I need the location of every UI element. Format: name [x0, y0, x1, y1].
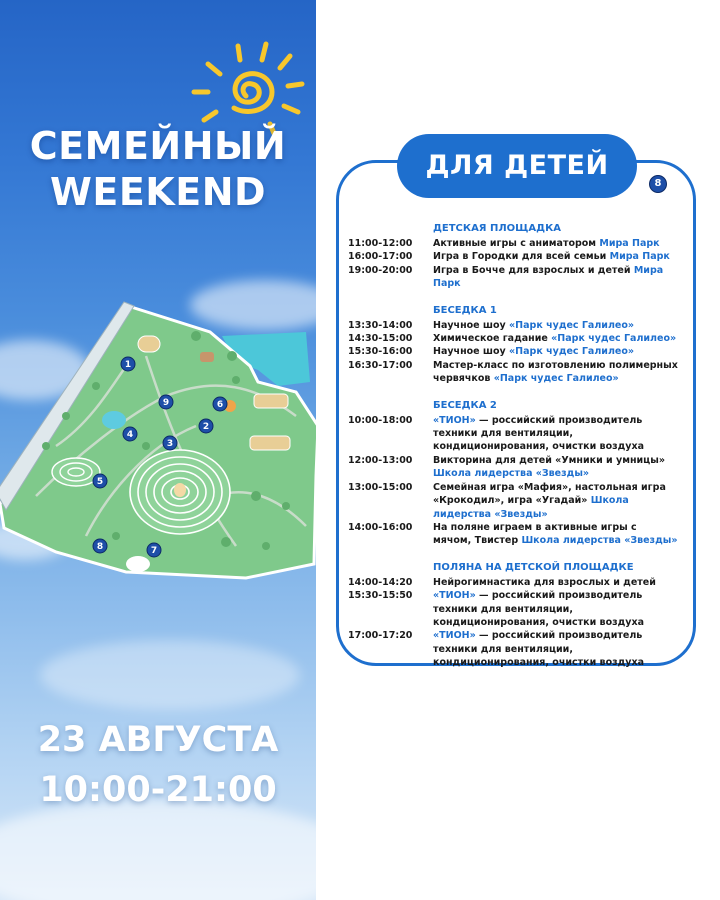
event-time: 10:00-21:00: [39, 770, 277, 810]
row-text: Нейрогимнастика для взрослых и детей: [433, 576, 656, 588]
row-text: Химическое гадание: [433, 333, 552, 345]
row-description: [433, 359, 678, 386]
schedule-row: [348, 345, 678, 358]
building: [254, 394, 288, 408]
schedule-row: [348, 589, 678, 629]
event-title-line2: WEEKEND: [49, 170, 267, 214]
section-title: ПОЛЯНА НА ДЕТСКОЙ ПЛОЩАДКЕ: [433, 561, 634, 573]
row-time: 14:00-16:00: [348, 521, 413, 533]
dome: [126, 556, 150, 572]
schedule-row: [348, 359, 678, 386]
map-marker-4[interactable]: [123, 427, 137, 441]
map-marker-1[interactable]: [121, 357, 135, 371]
row-description: [433, 319, 678, 332]
svg-text:2: 2: [202, 422, 210, 432]
row-organizer: Мира Парк: [433, 264, 664, 290]
building: [138, 336, 160, 352]
row-text-after: — российский производитель техники для вентиляции, кондиционирования, очистки воздуха: [433, 414, 645, 453]
svg-text:4: 4: [126, 430, 134, 440]
row-text: Научное шоу: [433, 346, 510, 358]
map-marker-8[interactable]: [93, 539, 107, 553]
row-organizer: Школа лидерства «Звезды»: [433, 495, 629, 520]
schedule-section: [348, 304, 678, 386]
row-time: 11:00-12:00: [348, 238, 413, 249]
row-time: 13:30-14:00: [348, 319, 413, 331]
row-description: [433, 629, 678, 669]
svg-text:7: 7: [150, 546, 158, 556]
park-map: [0, 296, 316, 586]
row-organizer: «Парк чудес Галилео»: [551, 333, 677, 345]
location-badge: 8: [649, 175, 667, 193]
map-marker-7[interactable]: [147, 543, 161, 557]
schedule-section: [348, 222, 678, 291]
schedule-row: [348, 237, 678, 250]
map-marker-6[interactable]: [213, 397, 227, 411]
map-marker-5[interactable]: [93, 474, 107, 488]
row-time: 13:00-15:00: [348, 481, 413, 493]
row-organizer: Мира Парк: [599, 238, 660, 249]
schedule-row: [348, 521, 678, 548]
schedule-row: [348, 576, 678, 589]
row-text: Мастер-класс по изготовлению полимерных червячков: [433, 359, 678, 385]
row-text-after: — российский производитель техники для вентиляции, кондиционирования, очистки воздуха: [433, 590, 645, 628]
pond: [102, 411, 126, 429]
event-title-line1: СЕМЕЙНЫЙ: [29, 124, 287, 168]
row-description: [433, 345, 678, 358]
schedule-row: [348, 319, 678, 332]
schedule-section: [348, 399, 678, 548]
row-text: Игра в Городки для всей семьи: [433, 251, 610, 263]
cloud: [0, 800, 316, 900]
row-organizer: «ТИОН»: [433, 414, 476, 426]
schedule-row: [348, 264, 678, 291]
schedule-section: [348, 561, 678, 670]
row-organizer: «Парк чудес Галилео»: [509, 346, 635, 358]
svg-text:5: 5: [96, 477, 104, 487]
map-marker-3[interactable]: [163, 436, 177, 450]
building: [250, 436, 290, 450]
section-title: ДЕТСКАЯ ПЛОЩАДКА: [433, 223, 561, 234]
row-organizer: Школа лидерства «Звезды»: [521, 535, 678, 547]
row-description: [433, 454, 678, 481]
svg-text:1: 1: [124, 360, 132, 370]
schedule-row: [348, 332, 678, 345]
row-organizer: Школа лидерства «Звезды»: [433, 468, 590, 480]
row-organizer: «Парк чудес Галилео»: [509, 319, 635, 331]
schedule-row: [348, 250, 678, 263]
row-time: 15:30-15:50: [348, 590, 413, 602]
event-date: 23 АВГУСТА: [37, 720, 279, 760]
row-time: 16:30-17:00: [348, 359, 413, 371]
row-text: Активные игры с аниматором: [433, 238, 600, 249]
row-text: Семейная игра «Мафия», настольная игра «Крокодил», игра «Угадай»: [433, 481, 666, 507]
row-organizer: Мира Парк: [609, 251, 670, 263]
map-marker-9[interactable]: [159, 395, 173, 409]
svg-text:6: 6: [216, 400, 224, 410]
row-time: 14:30-15:00: [348, 333, 413, 345]
svg-text:9: 9: [162, 398, 170, 408]
building: [200, 352, 214, 362]
schedule-row: [348, 454, 678, 481]
row-organizer: «Парк чудес Галилео»: [493, 373, 619, 385]
row-time: 17:00-17:20: [348, 630, 413, 642]
svg-text:3: 3: [166, 439, 174, 449]
row-time: 14:00-14:20: [348, 576, 413, 588]
row-description: [433, 264, 678, 291]
svg-text:8: 8: [96, 542, 104, 552]
row-description: [433, 237, 678, 250]
row-description: [433, 481, 678, 521]
row-organizer: «ТИОН»: [433, 630, 476, 642]
map-marker-2[interactable]: [199, 419, 213, 433]
cloud: [40, 640, 300, 710]
row-time: 16:00-17:00: [348, 251, 413, 263]
row-text: Научное шоу: [433, 319, 510, 331]
row-description: [433, 250, 678, 263]
row-description: [433, 576, 678, 589]
row-text: На поляне играем в активные игры с мячом, Твистер: [433, 521, 637, 547]
section-title: БЕСЕДКА 2: [433, 399, 497, 411]
section-title: БЕСЕДКА 1: [433, 304, 497, 316]
row-time: 10:00-18:00: [348, 414, 413, 426]
row-time: 15:30-16:00: [348, 346, 413, 358]
schedule-row: [348, 629, 678, 669]
row-text: Игра в Бочче для взрослых и детей: [433, 264, 634, 276]
schedule-list: [348, 222, 678, 683]
row-description: [433, 589, 678, 629]
schedule-heading: ДЛЯ ДЕТЕЙ: [397, 134, 637, 198]
row-time: 12:00-13:00: [348, 454, 413, 466]
labyrinth-center: [174, 483, 186, 497]
row-time: 19:00-20:00: [348, 264, 413, 276]
schedule-row: [348, 414, 678, 454]
row-organizer: «ТИОН»: [433, 590, 476, 602]
left-panel: [0, 0, 316, 900]
schedule-row: [348, 481, 678, 521]
row-text-after: — российский производитель техники для вентиляции, кондиционирования, очистки воздуха: [433, 630, 645, 669]
row-description: [433, 332, 678, 345]
row-text: Викторина для детей «Умники и умницы»: [433, 454, 665, 466]
row-description: [433, 521, 678, 548]
row-description: [433, 414, 678, 454]
